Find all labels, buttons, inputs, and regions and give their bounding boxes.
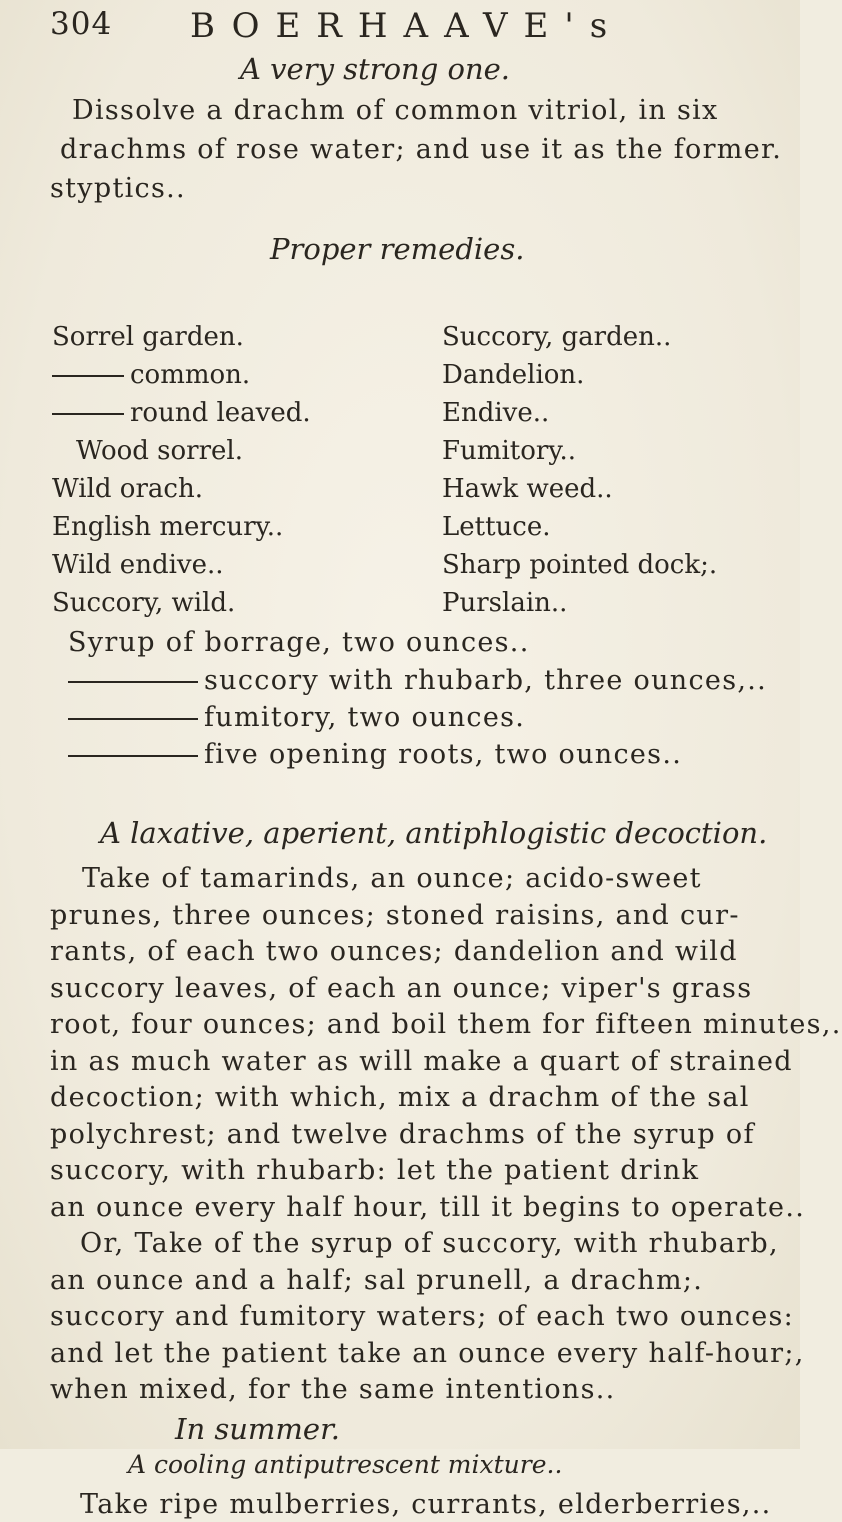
remedy-left: Sorrel garden. xyxy=(52,322,244,352)
proper-remedies-heading: Proper remedies. xyxy=(270,232,525,266)
laxative-line: Take of tamarinds, an ounce; acido-sweet xyxy=(82,863,702,894)
remedy-left: Wild endive.. xyxy=(52,550,224,580)
remedy-left: round leaved. xyxy=(52,398,311,428)
remedy-left: Wild orach. xyxy=(52,474,203,504)
page-number: 304 xyxy=(50,6,113,42)
ditto-dash xyxy=(52,375,124,377)
remedy-right: Purslain.. xyxy=(442,588,568,618)
laxative-line: succory leaves, of each an ounce; viper's grass xyxy=(50,972,753,1004)
remedy-row xyxy=(50,322,780,360)
ditto-dash xyxy=(68,718,198,720)
laxative-line: root, four ounces; and boil them for fifteen minutes,. xyxy=(50,1009,842,1040)
remedy-row xyxy=(50,512,780,550)
summer-line: Take ripe mulberries, currants, elderberries,.. xyxy=(80,1488,772,1520)
laxative-line: Or, Take of the syrup of succory, with rhubarb, xyxy=(80,1228,779,1259)
remedy-row xyxy=(50,588,780,626)
ditto-dash xyxy=(68,681,198,683)
laxative-line: when mixed, for the same intentions.. xyxy=(50,1374,616,1405)
remedy-left: common. xyxy=(52,360,250,390)
laxative-line: an ounce and a half; sal prunell, a drachm;. xyxy=(50,1264,704,1296)
syrup-line: fumitory, two ounces. xyxy=(68,701,803,735)
remedies-table xyxy=(50,322,780,626)
strong-recipe-line: styptics.. xyxy=(50,173,186,204)
remedy-row xyxy=(50,474,780,512)
remedy-right: Sharp pointed dock;. xyxy=(442,550,718,580)
syrup-line: Syrup of borrage, two ounces.. xyxy=(68,627,530,658)
remedy-right: Endive.. xyxy=(442,398,550,428)
remedy-row xyxy=(50,398,780,436)
laxative-line: decoction; with which, mix a drachm of the sal xyxy=(50,1082,750,1113)
laxative-heading: A laxative, aperient, antiphlogistic decoction. xyxy=(100,816,768,850)
strong-recipe-heading: A very strong one. xyxy=(240,52,511,86)
running-head: BOERHAAVE's xyxy=(190,6,624,46)
laxative-line: in as much water as will make a quart of strained xyxy=(50,1045,793,1077)
summer-subheading: A cooling antiputrescent mixture.. xyxy=(128,1449,563,1479)
laxative-line: polychrest; and twelve drachms of the syrup of xyxy=(50,1118,755,1150)
remedy-right: Succory, garden.. xyxy=(442,322,672,352)
remedy-right: Dandelion. xyxy=(442,360,585,390)
remedy-right: Hawk weed.. xyxy=(442,474,613,504)
laxative-line: rants, of each two ounces; dandelion and wild xyxy=(50,936,738,967)
syrup-line: succory with rhubarb, three ounces,.. xyxy=(68,664,803,698)
remedy-row xyxy=(50,550,780,588)
remedy-row xyxy=(50,360,780,398)
laxative-line: prunes, three ounces; stoned raisins, and cur- xyxy=(50,899,740,931)
remedy-left: Succory, wild. xyxy=(52,588,236,618)
laxative-line: succory, with rhubarb: let the patient drink xyxy=(50,1155,700,1186)
remedy-left: English mercury.. xyxy=(52,512,284,542)
page-header xyxy=(50,6,760,56)
laxative-line: an ounce every half hour, till it begins to operate.. xyxy=(50,1191,806,1223)
laxative-line: and let the patient take an ounce every half-hour;, xyxy=(50,1337,805,1369)
remedy-right: Lettuce. xyxy=(442,512,551,542)
strong-recipe-line: drachms of rose water; and use it as the former. xyxy=(60,134,783,165)
strong-recipe-line: Dissolve a drachm of common vitriol, in six xyxy=(72,95,719,126)
remedy-row xyxy=(50,436,780,474)
ditto-dash xyxy=(68,755,198,757)
remedy-left: Wood sorrel. xyxy=(76,436,243,466)
laxative-line: succory and fumitory waters; of each two ounces: xyxy=(50,1301,795,1332)
remedy-right: Fumitory.. xyxy=(442,436,577,466)
ditto-dash xyxy=(52,413,124,415)
syrup-line: five opening roots, two ounces.. xyxy=(68,738,803,772)
summer-heading: In summer. xyxy=(175,1411,340,1446)
